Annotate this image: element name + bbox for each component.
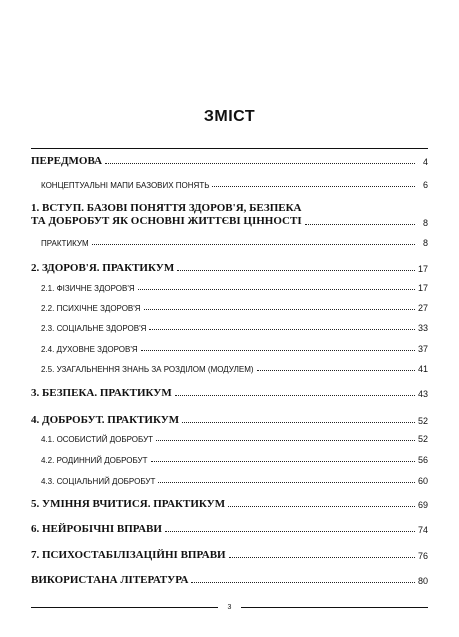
toc-entry-preface[interactable] <box>31 155 428 167</box>
toc-page-number: 17 <box>417 283 428 293</box>
toc-entry-chapter-4[interactable] <box>31 414 428 426</box>
toc-page-number: 33 <box>417 323 428 333</box>
toc-page-number: 74 <box>417 525 428 535</box>
toc-entry-label: ПЕРЕДМОВА <box>31 155 103 167</box>
dot-leader <box>182 422 415 423</box>
toc-page-number: 4 <box>422 157 428 167</box>
dot-leader <box>229 557 415 558</box>
toc-entry-label: 2.1. ФІЗИЧНЕ ЗДОРОВ'Я <box>41 284 135 293</box>
toc-entry-label: 2.5. УЗАГАЛЬНЕННЯ ЗНАНЬ ЗА РОЗДІЛОМ (МОДУЛЕМ) <box>41 365 254 374</box>
dot-leader <box>151 461 415 462</box>
toc-entry-2-3[interactable] <box>41 323 428 333</box>
toc-entry-2-4[interactable] <box>41 344 428 354</box>
dot-leader <box>141 350 415 351</box>
toc-page-number: 43 <box>417 389 428 399</box>
top-rule <box>31 148 428 149</box>
toc-entry-2-1[interactable] <box>41 283 428 293</box>
toc-page-number: 60 <box>417 476 428 486</box>
page-title: ЗМІСТ <box>203 108 256 125</box>
toc-page-number: 27 <box>417 303 428 313</box>
toc-page-number: 41 <box>417 364 428 374</box>
toc-page-number: 52 <box>417 416 428 426</box>
toc-page-number: 69 <box>417 500 428 510</box>
toc-page-number: 56 <box>417 455 428 465</box>
dot-leader <box>257 370 415 371</box>
dot-leader <box>144 309 415 310</box>
toc-entry-label: 4.3. СОЦІАЛЬНИЙ ДОБРОБУТ <box>41 477 156 486</box>
toc-page-number: 17 <box>417 264 428 274</box>
toc-entry-label: 4.1. ОСОБИСТИЙ ДОБРОБУТ <box>41 435 154 444</box>
toc-entry-4-2[interactable] <box>41 455 428 465</box>
toc-entry-concept-maps[interactable] <box>41 180 428 190</box>
toc-entry-practicum[interactable] <box>41 238 428 248</box>
toc-entry-label: ПРАКТИКУМ <box>41 239 89 248</box>
toc-entry-chapter-1[interactable] <box>31 202 428 228</box>
toc-entry-4-3[interactable] <box>41 476 428 486</box>
page-footer <box>31 604 428 611</box>
dot-leader <box>92 244 415 245</box>
toc-entry-label: КОНЦЕПТУАЛЬНІ МАПИ БАЗОВИХ ПОНЯТЬ <box>41 181 210 190</box>
toc-page-number: 76 <box>417 551 428 561</box>
toc-page-number: 80 <box>417 576 428 586</box>
dot-leader <box>191 582 415 583</box>
toc-page-number: 8 <box>422 218 428 228</box>
toc-entry-4-1[interactable] <box>41 434 428 444</box>
toc-page-number: 8 <box>422 238 428 248</box>
toc-entry-label: 4. ДОБРОБУТ. ПРАКТИКУМ <box>31 414 180 426</box>
toc-entry-label: 2.4. ДУХОВНЕ ЗДОРОВ'Я <box>41 345 138 354</box>
toc-entry-label: 7. ПСИХОСТАБІЛІЗАЦІЙНІ ВПРАВИ <box>31 549 226 561</box>
toc-page-number: 37 <box>417 344 428 354</box>
dot-leader <box>177 270 415 271</box>
toc-entry-label: 2. ЗДОРОВ'Я. ПРАКТИКУМ <box>31 262 175 274</box>
toc-page-number: 52 <box>417 434 428 444</box>
toc-entry-label: 3. БЕЗПЕКА. ПРАКТИКУМ <box>31 387 172 399</box>
dot-leader <box>149 329 415 330</box>
dot-leader <box>212 186 415 187</box>
dot-leader <box>156 440 415 441</box>
toc-entry-label: 2.3. СОЦІАЛЬНЕ ЗДОРОВ'Я <box>41 324 147 333</box>
dot-leader <box>165 531 415 532</box>
dot-leader <box>138 289 415 290</box>
toc-entry-chapter-5[interactable] <box>31 498 428 510</box>
toc-entry-references[interactable] <box>31 574 428 586</box>
toc-entry-chapter-6[interactable] <box>31 523 428 535</box>
toc-entry-label: 5. УМІННЯ ВЧИТИСЯ. ПРАКТИКУМ <box>31 498 226 510</box>
dot-leader <box>105 163 415 164</box>
footer-rule-left <box>31 607 218 608</box>
toc-page-number: 6 <box>422 180 428 190</box>
toc-entry-label-line2: ТА ДОБРОБУТ ЯК ОСНОВНІ ЖИТТЄВІ ЦІННОСТІ <box>31 215 302 227</box>
toc-entry-label: 2.2. ПСИХІЧНЕ ЗДОРОВ'Я <box>41 304 141 313</box>
dot-leader <box>228 506 415 507</box>
toc-entry-label-line1: 1. ВСТУП. БАЗОВІ ПОНЯТТЯ ЗДОРОВ'Я, БЕЗПЕКА <box>31 202 302 214</box>
toc-entry-2-5[interactable] <box>41 364 428 374</box>
toc-entry-chapter-7[interactable] <box>31 549 428 561</box>
footer-rule-right <box>241 607 428 608</box>
toc-entry-label: 6. НЕЙРОБІЧНІ ВПРАВИ <box>31 523 162 535</box>
dot-leader <box>175 395 415 396</box>
dot-leader <box>305 224 415 225</box>
toc-entry-chapter-2[interactable] <box>31 262 428 274</box>
toc-entry-2-2[interactable] <box>41 303 428 313</box>
footer-page-number: 3 <box>227 604 232 611</box>
toc-entry-label: ВИКОРИСТАНА ЛІТЕРАТУРА <box>31 574 189 586</box>
toc-entry-label: 4.2. РОДИННИЙ ДОБРОБУТ <box>41 456 148 465</box>
toc-entry-chapter-3[interactable] <box>31 387 428 399</box>
dot-leader <box>158 482 415 483</box>
